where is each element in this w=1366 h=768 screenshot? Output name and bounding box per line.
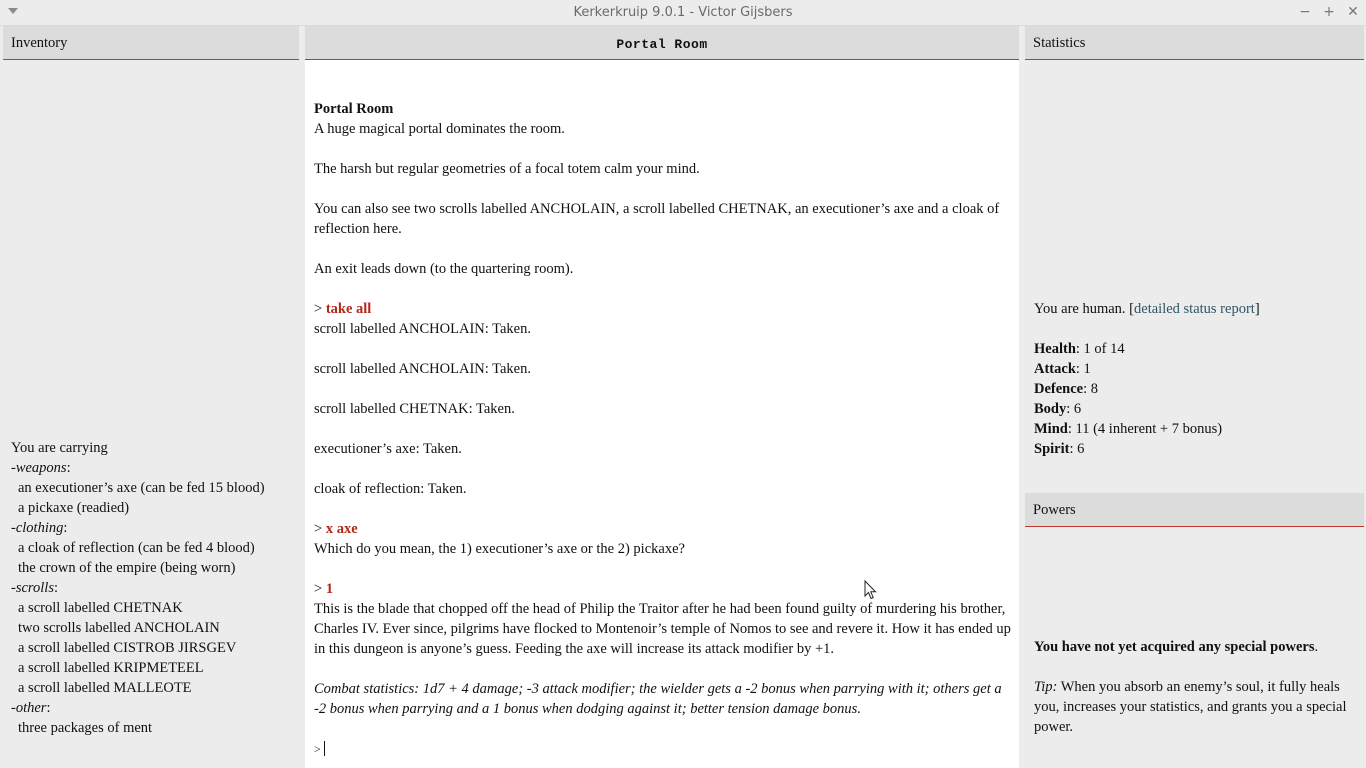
powers-pane — [1025, 493, 1364, 768]
powers-content — [1034, 637, 1358, 737]
response-text: scroll labelled CHETNAK: Taken. — [314, 401, 515, 417]
inventory-item: a pickaxe (readied) — [18, 500, 130, 516]
story-text — [314, 99, 1011, 759]
statistics-content — [1034, 299, 1358, 459]
status-report-link[interactable]: detailed status report — [1134, 301, 1255, 317]
response-text: Which do you mean, the 1) executioner’s axe or the 2) pickaxe? — [314, 541, 685, 557]
inventory-item: two scrolls labelled ANCHOLAIN — [18, 620, 220, 636]
carrying-label: You are carrying — [11, 440, 108, 456]
prompt-symbol: > — [314, 521, 323, 537]
response-text: executioner’s axe: Taken. — [314, 441, 462, 457]
stat-health: Health: 1 of 14 — [1034, 341, 1125, 357]
inventory-item: a scroll labelled CHETNAK — [18, 600, 183, 616]
text-caret — [324, 741, 325, 756]
title-bar — [0, 0, 1366, 26]
category-clothing: -clothing: — [11, 520, 68, 536]
stat-mind: Mind: 11 (4 inherent + 7 bonus) — [1034, 421, 1223, 437]
tip-label: Tip: — [1034, 679, 1058, 695]
totem-text: The harsh but regular geometries of a focal totem calm your mind. — [314, 161, 700, 177]
inventory-item: a scroll labelled MALLEOTE — [18, 680, 192, 696]
axe-description: This is the blade that chopped off the head of Philip the Traitor after he had been found guilty of murdering his brother, Charles IV. Ever since, pilgrims have flocked to Montenoir’s temple of Nomos to see and revere it. How it has ended up in this dungeon is anyone’s guess. Feeding the axe will increase its attack modifier by +1. — [314, 601, 1011, 657]
command-text: x axe — [325, 521, 358, 537]
room-header: Portal Room — [305, 26, 1019, 60]
command-input[interactable] — [314, 739, 1011, 759]
prompt-symbol: > — [314, 742, 321, 756]
inventory-header: Inventory — [3, 26, 299, 60]
powers-header: Powers — [1025, 493, 1364, 527]
category-weapons: -weapons: — [11, 460, 71, 476]
tip-text: Tip: When you absorb an enemy’s soul, it fully heals you, increases your statistics, and grants you a special power. — [1034, 679, 1347, 735]
weapons-label: -weapons — [11, 460, 67, 476]
scrolls-label: -scrolls — [11, 580, 54, 596]
statistics-pane — [1025, 26, 1364, 486]
stat-defence: Defence: 8 — [1034, 381, 1099, 397]
mouse-pointer-icon — [864, 580, 878, 600]
response-text: scroll labelled ANCHOLAIN: Taken. — [314, 321, 531, 337]
command-text: take all — [325, 301, 372, 317]
exit-text: An exit leads down (to the quartering room). — [314, 261, 574, 277]
inventory-item: a scroll labelled CISTROB JIRSGEV — [18, 640, 237, 656]
other-label: -other — [11, 700, 47, 716]
inventory-list — [11, 438, 295, 738]
prompt-symbol: > — [314, 301, 323, 317]
room-title: Portal Room — [314, 101, 394, 117]
command-text: 1 — [325, 581, 334, 597]
minimize-button[interactable]: − — [1299, 4, 1311, 20]
race-line: You are human. [detailed status report] — [1034, 301, 1260, 317]
prompt-symbol: > — [314, 581, 323, 597]
clothing-label: -clothing — [11, 520, 64, 536]
window-title: Kerkerkruip 9.0.1 - Victor Gijsbers — [573, 5, 793, 20]
room-description: A huge magical portal dominates the room. — [314, 121, 565, 137]
no-powers-text: You have not yet acquired any special powers. — [1034, 639, 1319, 655]
category-scrolls: -scrolls: — [11, 580, 58, 596]
inventory-item: three packages of ment — [18, 720, 153, 736]
story-pane[interactable] — [305, 26, 1019, 768]
close-button[interactable]: ✕ — [1347, 4, 1359, 20]
inventory-item: a scroll labelled KRIPMETEEL — [18, 660, 204, 676]
response-text: cloak of reflection: Taken. — [314, 481, 467, 497]
maximize-button[interactable]: + — [1323, 4, 1335, 20]
category-other: -other: — [11, 700, 51, 716]
command-line — [314, 299, 1011, 319]
inventory-item: an executioner’s axe (can be fed 15 blood) — [18, 480, 265, 496]
inventory-pane — [3, 26, 299, 768]
stat-body: Body: 6 — [1034, 401, 1082, 417]
stat-spirit: Spirit: 6 — [1034, 441, 1085, 457]
response-text: scroll labelled ANCHOLAIN: Taken. — [314, 361, 531, 377]
inventory-item: the crown of the empire (being worn) — [18, 560, 236, 576]
command-line — [314, 519, 1011, 539]
combat-statistics: Combat statistics: 1d7 + 4 damage; -3 attack modifier; the wielder gets a -2 bonus when parrying with it; others get a -2 bonus when parrying and a 1 bonus when dodging against it; better tension damage bonus. — [314, 681, 1002, 717]
command-line — [314, 579, 1011, 599]
visible-items-text: You can also see two scrolls labelled ANCHOLAIN, a scroll labelled CHETNAK, an executioner’s axe and a cloak of reflection here. — [314, 201, 1000, 237]
statistics-header: Statistics — [1025, 26, 1364, 60]
stat-attack: Attack: 1 — [1034, 361, 1091, 377]
inventory-item: a cloak of reflection (can be fed 4 blood) — [18, 540, 255, 556]
